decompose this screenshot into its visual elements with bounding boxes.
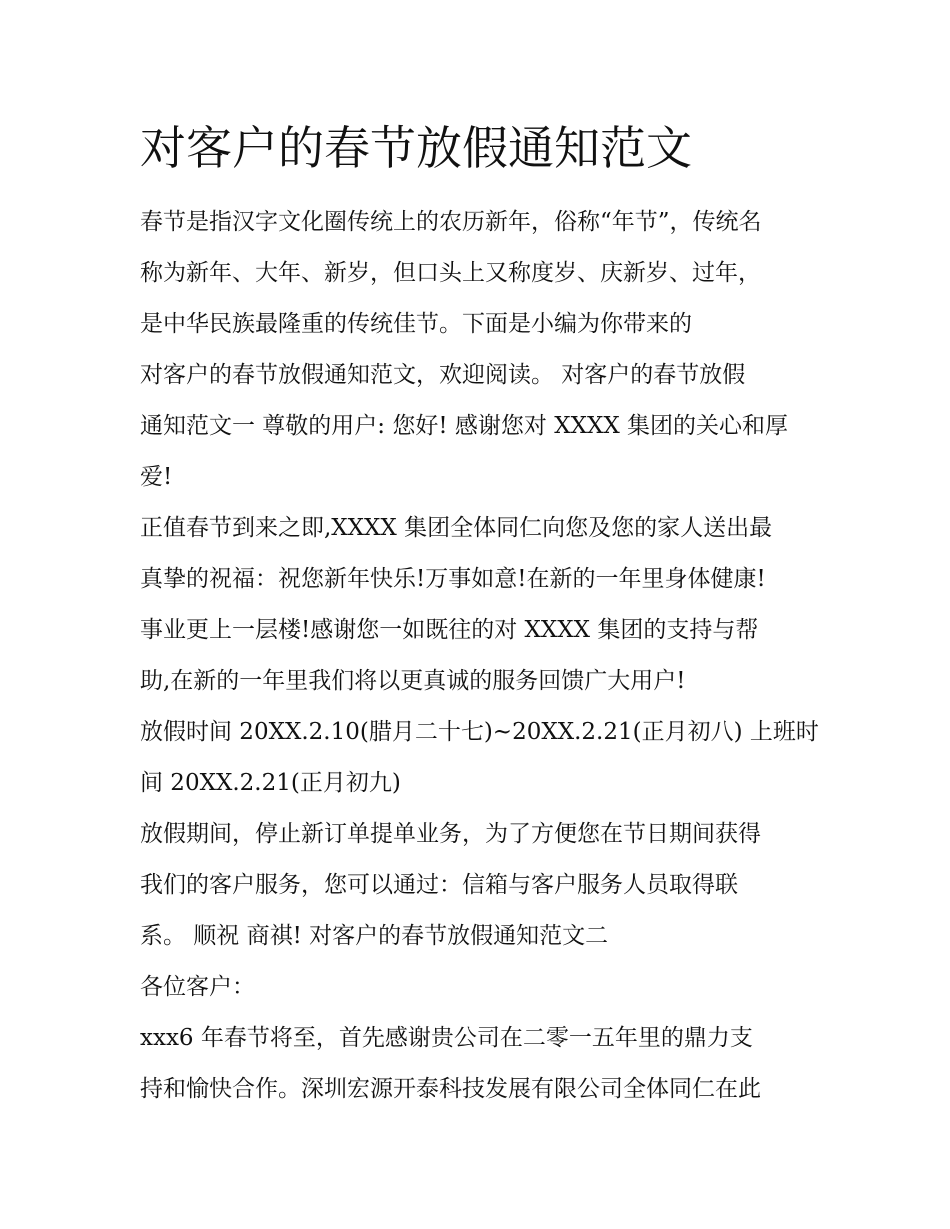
body-line-5: 通知范文一 尊敬的用户: 您好! 感谢您对 XXXX 集团的关心和厚	[140, 413, 789, 439]
body-line-1: 春节是指汉字文化圈传统上的农历新年，俗称“年节”，传统名	[140, 209, 762, 235]
body-line-18: 持和愉快合作。深圳宏源开泰科技发展有限公司全体同仁在此	[140, 1076, 761, 1102]
body-line-17: xxx6 年春节将至，首先感谢贵公司在二零一五年里的鼎力支	[140, 1025, 753, 1051]
body-line-11: 放假时间 20XX.2.10(腊月二十七)~20XX.2.21(正月初八) 上班时	[140, 719, 819, 745]
body-line-3: 是中华民族最隆重的传统佳节。下面是小编为你带来的	[140, 311, 692, 337]
body-line-8: 真挚的祝福：祝您新年快乐!万事如意!在新的一年里身体健康!	[140, 566, 766, 592]
document-title: 对客户的春节放假通知范文	[140, 121, 692, 175]
body-line-13: 放假期间，停止新订单提单业务，为了方便您在节日期间获得	[140, 821, 761, 847]
body-line-14: 我们的客户服务，您可以通过：信箱与客户服务人员取得联	[140, 872, 738, 898]
body-line-12: 间 20XX.2.21(正月初九)	[140, 770, 401, 796]
body-line-15: 系。 顺祝 商祺! 对客户的春节放假通知范文二	[140, 923, 609, 949]
body-line-10: 助,在新的一年里我们将以更真诚的服务回馈广大用户!	[140, 668, 686, 694]
body-line-4: 对客户的春节放假通知范文，欢迎阅读。 对客户的春节放假	[140, 362, 746, 388]
body-line-2: 称为新年、大年、新岁，但口头上又称度岁、庆新岁、过年，	[140, 260, 761, 286]
body-line-6: 爱!	[140, 464, 173, 490]
body-line-9: 事业更上一层楼!感谢您一如既往的对 XXXX 集团的支持与帮	[140, 617, 759, 643]
body-line-16: 各位客户：	[140, 974, 255, 1000]
body-line-7: 正值春节到来之即,XXXX 集团全体同仁向您及您的家人送出最	[140, 515, 773, 541]
